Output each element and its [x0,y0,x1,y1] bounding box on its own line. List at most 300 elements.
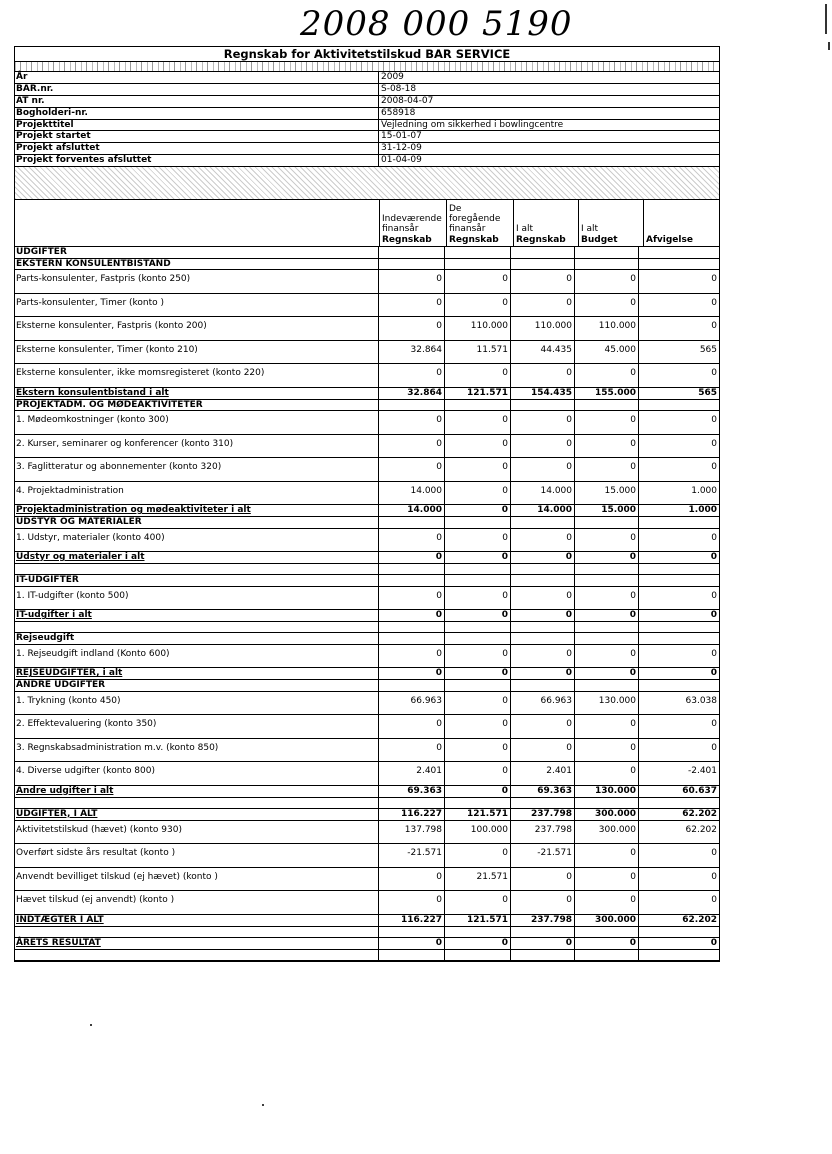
section-header-row [15,633,719,645]
row-label: REJSEUDGIFTER, i alt [15,668,379,679]
info-label: Bogholderi-nr. [15,108,379,119]
row-value: 14.000 [379,505,445,516]
row-value: 237.798 [511,809,575,820]
line-item-row [15,739,719,763]
row-value: 0 [711,321,717,332]
info-value: 15-01-07 [381,131,422,142]
row-value: 0 [710,552,717,563]
row-label [15,622,379,632]
row-value: 1.000 [691,485,717,496]
row-value [445,927,511,937]
row-value [511,564,575,574]
row-value [511,798,575,808]
row-value: 0 [511,587,575,610]
total-row [15,668,719,680]
total-row [15,938,719,950]
line-item-row [15,891,719,915]
row-label: Udstyr og materialer i alt [15,552,379,563]
section-header-row [15,575,719,587]
info-row [15,120,719,132]
row-value [639,575,719,586]
accounting-statement [14,46,720,962]
row-value: 116.227 [379,915,445,926]
row-value [575,564,639,574]
info-value: 01-04-09 [381,155,422,166]
spacer-row [15,798,719,809]
row-value: 100.000 [445,821,511,844]
row-value: 0 [711,895,717,906]
info-row [15,72,719,84]
row-label: UDGIFTER, I ALT [15,809,379,820]
section-header-row [15,680,719,692]
info-label: Projekt forventes afsluttet [15,155,379,166]
row-value: 0 [575,610,639,621]
row-label: Eksterne konsulenter, Fastpris (konto 200) [15,317,379,340]
row-value: 155.000 [575,388,639,399]
info-label: Projekt afsluttet [15,143,379,154]
row-value: -21.571 [511,844,575,867]
row-value: -2.401 [687,766,717,777]
row-value: 0 [575,435,639,458]
row-value: 0 [445,762,511,785]
row-value [575,247,639,258]
row-label: IT-UDGIFTER [15,575,379,586]
project-info [15,72,719,167]
info-value: S-08-18 [381,83,417,94]
row-value: 0 [379,715,445,738]
row-label: PROJEKTADM. OG MØDEAKTIVITETER [15,400,379,411]
spacer-row [15,622,719,633]
row-value: 300.000 [575,809,639,820]
row-value: 0 [445,786,511,797]
row-label: 3. Faglitteratur og abonnementer (konto 320) [15,458,379,481]
row-value: 0 [711,274,717,285]
line-item-row [15,762,719,786]
row-value: 110.000 [575,317,639,340]
line-item-row [15,435,719,459]
row-value: 15.000 [575,482,639,505]
total-row [15,552,719,564]
row-value [445,400,511,411]
row-value [575,950,639,960]
row-value [379,564,445,574]
row-value [445,680,511,691]
row-value: 121.571 [445,809,511,820]
row-value: 0 [445,435,511,458]
total-row [15,505,719,517]
info-row [15,131,719,143]
row-value [575,680,639,691]
line-item-row [15,317,719,341]
row-value [639,247,719,258]
info-label: År [15,72,379,83]
line-item-row [15,821,719,845]
row-label: Eksterne konsulenter, ikke momsregisteret (konto 220) [15,364,379,387]
row-value: 0 [379,668,445,679]
spacer-row [15,564,719,575]
row-label: EKSTERN KONSULENTBISTAND [15,259,379,270]
row-value: 0 [379,529,445,552]
row-value: 0 [711,532,717,543]
row-value [379,927,445,937]
row-value: 0 [511,715,575,738]
row-value: 300.000 [575,915,639,926]
row-value: 237.798 [511,915,575,926]
row-value: 0 [445,482,511,505]
line-item-row [15,294,719,318]
row-value: 0 [511,739,575,762]
row-value: 60.637 [682,785,717,796]
row-value: 14.000 [511,505,575,516]
scan-noise-band [15,62,719,72]
line-item-row [15,341,719,365]
row-value: 0 [711,438,717,449]
row-value [445,950,511,960]
total-row [15,786,719,798]
line-item-row [15,868,719,892]
row-value: 0 [511,270,575,293]
spacer-row [15,950,719,961]
header-label-cell [15,200,380,246]
row-value: 0 [511,529,575,552]
row-label: Rejseudgift [15,633,379,644]
row-label: 1. IT-udgifter (konto 500) [15,587,379,610]
account-rows [15,247,719,961]
row-value: 116.227 [379,809,445,820]
line-item-row [15,587,719,611]
row-value [639,680,719,691]
row-value: 0 [379,868,445,891]
row-label: UDSTYR OG MATERIALER [15,517,379,528]
row-value: 0 [575,739,639,762]
row-value: 0 [511,458,575,481]
row-value: -21.571 [379,844,445,867]
row-label [15,798,379,808]
row-value: 0 [445,364,511,387]
row-label: 1. Trykning (konto 450) [15,692,379,715]
row-value: 0 [445,529,511,552]
row-value: 0 [445,645,511,668]
row-value: 0 [711,590,717,601]
row-value: 130.000 [575,786,639,797]
row-value: 0 [575,458,639,481]
row-label [15,950,379,960]
line-item-row [15,645,719,669]
row-label: 2. Kurser, seminarer og konferencer (konto 310) [15,435,379,458]
row-value: 0 [379,364,445,387]
row-label: Hævet tilskud (ej anvendt) (konto ) [15,891,379,914]
row-value: 0 [445,552,511,563]
row-value [379,680,445,691]
row-value: 0 [379,435,445,458]
row-value: 0 [379,610,445,621]
row-value [445,517,511,528]
row-label: UDGIFTER [15,247,379,258]
line-item-row [15,844,719,868]
row-label: Anvendt bevilliget tilskud (ej hævet) (konto ) [15,868,379,891]
spacer-row [15,927,719,938]
column-deviation: Afvigelse [646,235,693,246]
info-label: Projekt startet [15,131,379,142]
row-value: 0 [711,848,717,859]
row-value: 0 [711,648,717,659]
row-value: 0 [379,411,445,434]
row-value [511,622,575,632]
row-value: 44.435 [511,341,575,364]
row-value [379,517,445,528]
row-value: 0 [379,294,445,317]
row-value: 137.798 [379,821,445,844]
row-value: 0 [445,938,511,949]
row-value [379,633,445,644]
row-value: 62.202 [685,824,717,835]
row-value [575,575,639,586]
row-value: 0 [511,891,575,914]
row-value: 0 [575,645,639,668]
row-label: 3. Regnskabsadministration m.v. (konto 850) [15,739,379,762]
handwritten-case-number: 2008 000 5190 [300,4,573,44]
section-header-row [15,400,719,412]
row-value [575,400,639,411]
row-value: 565 [698,387,717,398]
row-value: 0 [379,739,445,762]
row-value [575,927,639,937]
row-value: 0 [445,844,511,867]
section-header-row [15,259,719,271]
row-value: 110.000 [445,317,511,340]
row-value: 2.401 [511,762,575,785]
row-value: 0 [511,610,575,621]
column-total-budget: I alt Budget [579,200,644,246]
info-label: AT nr. [15,96,379,107]
row-value: 0 [575,270,639,293]
row-value: 66.963 [379,692,445,715]
info-row [15,108,719,120]
row-label: Aktivitetstilskud (hævet) (konto 930) [15,821,379,844]
row-value [445,633,511,644]
line-item-row [15,270,719,294]
row-value: 32.864 [379,341,445,364]
row-value: 0 [445,458,511,481]
scan-speck [90,1024,92,1026]
row-value [639,517,719,528]
row-value: 0 [445,505,511,516]
row-value [511,927,575,937]
row-label: 4. Projektadministration [15,482,379,505]
row-value: 0 [575,891,639,914]
scan-edge-mark [825,4,827,34]
info-row [15,155,719,167]
row-value [575,622,639,632]
line-item-row [15,715,719,739]
row-value [511,400,575,411]
row-value: 0 [575,411,639,434]
row-value: 0 [711,462,717,473]
total-row [15,915,719,927]
row-value: 0 [710,937,717,948]
line-item-row [15,529,719,553]
row-value: 14.000 [511,482,575,505]
info-value: 2008-04-07 [381,95,434,106]
row-value: 0 [379,891,445,914]
row-value: 0 [575,668,639,679]
info-value: Vejledning om sikkerhed i bowlingcentre [381,119,564,130]
row-value: 154.435 [511,388,575,399]
row-value: 0 [379,458,445,481]
row-value [575,798,639,808]
info-value: 2009 [381,72,404,82]
row-label: Eksterne konsulenter, Timer (konto 210) [15,341,379,364]
row-value [511,950,575,960]
row-value: 0 [711,719,717,730]
row-value [639,950,719,960]
row-value: 0 [379,587,445,610]
row-value: 0 [445,891,511,914]
info-row [15,84,719,96]
row-value: 0 [575,529,639,552]
info-row [15,96,719,108]
row-label: 4. Diverse udgifter (konto 800) [15,762,379,785]
row-value: 0 [575,715,639,738]
row-value: 0 [710,610,717,621]
row-value: 0 [711,368,717,379]
row-value: 0 [575,552,639,563]
row-label: Ekstern konsulentbistand i alt [15,388,379,399]
row-label: ÅRETS RESULTAT [15,938,379,949]
row-value: 11.571 [445,341,511,364]
row-value: 45.000 [575,341,639,364]
row-value: 0 [445,587,511,610]
row-value: 0 [711,415,717,426]
row-value: 0 [445,668,511,679]
row-label [15,927,379,937]
total-row [15,610,719,622]
scan-speck [262,1104,264,1106]
row-value: 62.202 [682,808,717,819]
row-value: 2.401 [379,762,445,785]
row-label: IT-udgifter i alt [15,610,379,621]
scan-noise-band [15,167,719,200]
row-value: 565 [699,344,717,355]
row-value [379,259,445,270]
row-value [511,259,575,270]
row-value: 130.000 [575,692,639,715]
row-value: 69.363 [511,786,575,797]
row-value: 32.864 [379,388,445,399]
row-value: 0 [575,938,639,949]
row-value: 0 [575,587,639,610]
row-value: 0 [575,364,639,387]
row-value [575,259,639,270]
row-label: Parts-konsulenter, Fastpris (konto 250) [15,270,379,293]
info-row [15,143,719,155]
row-value: 66.963 [511,692,575,715]
row-value: 0 [511,668,575,679]
row-value: 0 [511,294,575,317]
row-value [639,259,719,270]
row-value [379,575,445,586]
row-value [379,950,445,960]
row-label [15,564,379,574]
row-value: 0 [511,364,575,387]
row-label: 2. Effektevaluering (konto 350) [15,715,379,738]
row-value [639,927,719,937]
row-value [511,680,575,691]
section-header-row [15,247,719,259]
document-title: Regnskab for Aktivitetstilskud BAR SERVICE [15,47,719,62]
row-value: 21.571 [445,868,511,891]
row-label: 1. Rejseudgift indland (Konto 600) [15,645,379,668]
row-value [379,622,445,632]
row-value [445,575,511,586]
row-value: 237.798 [511,821,575,844]
row-label: INDTÆGTER I ALT [15,915,379,926]
row-value [575,517,639,528]
row-value: 0 [575,868,639,891]
info-value: 658918 [381,107,416,118]
row-value: 0 [445,739,511,762]
row-value: 0 [445,270,511,293]
row-value: 0 [711,297,717,308]
row-value: 62.202 [682,914,717,925]
scan-edge-mark [828,42,830,50]
row-value: 0 [511,868,575,891]
row-value [511,247,575,258]
row-value: 0 [445,294,511,317]
row-value: 0 [511,645,575,668]
line-item-row [15,411,719,435]
row-label: Overført sidste års resultat (konto ) [15,844,379,867]
row-value [511,633,575,644]
row-value: 14.000 [379,482,445,505]
row-value: 0 [711,742,717,753]
column-previous-years: De foregående finansår Regnskab [447,200,514,246]
column-header [15,200,719,247]
line-item-row [15,364,719,388]
row-label: 1. Mødeomkostninger (konto 300) [15,411,379,434]
row-value: 0 [511,938,575,949]
row-value: 69.363 [379,786,445,797]
row-value: 121.571 [445,915,511,926]
row-value [379,247,445,258]
row-value [511,517,575,528]
row-value: 63.038 [685,695,717,706]
row-value: 110.000 [511,317,575,340]
row-value: 300.000 [575,821,639,844]
row-value: 0 [710,668,717,679]
row-value [379,798,445,808]
row-value [445,798,511,808]
row-value [445,259,511,270]
column-total-accounts: I alt Regnskab [514,200,579,246]
row-value: 0 [445,411,511,434]
row-value [639,633,719,644]
row-value: 0 [511,435,575,458]
row-value: 0 [445,715,511,738]
row-value: 0 [575,294,639,317]
row-value: 121.571 [445,388,511,399]
info-label: Projekttitel [15,120,379,131]
row-label: Parts-konsulenter, Timer (konto ) [15,294,379,317]
row-value: 0 [575,762,639,785]
row-label: Projektadministration og mødeaktiviteter i alt [15,505,379,516]
info-value: 31-12-09 [381,143,422,154]
column-current-year: Indeværende finansår Regnskab [380,200,447,246]
row-value: 0 [445,610,511,621]
line-item-row [15,458,719,482]
row-value [445,622,511,632]
row-value: 15.000 [575,505,639,516]
